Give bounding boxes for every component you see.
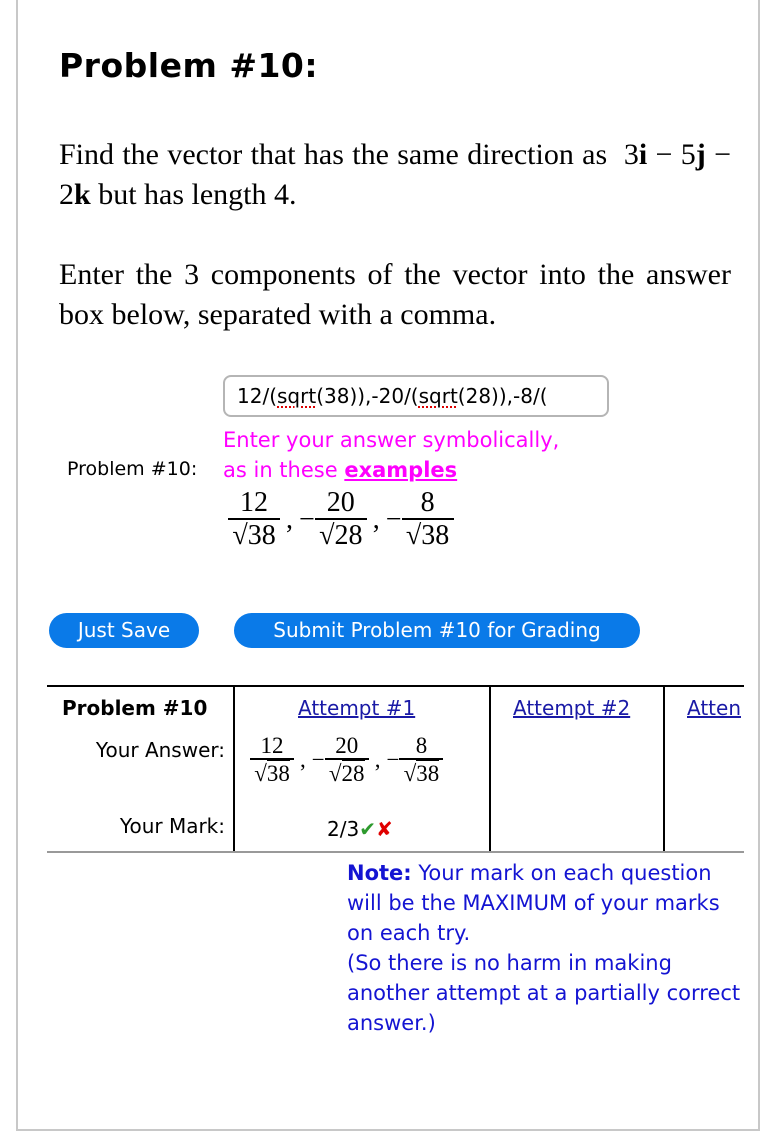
note-text: Your mark on each question will be the MAXIMUM of your marks on each try.: [347, 861, 720, 945]
hint-line-2: [223, 455, 559, 485]
note-paren: (So there is no harm in making another attempt at a partially correct answer.): [347, 951, 741, 1035]
radicand: 38: [416, 761, 440, 786]
mark-value: 2/3: [327, 817, 360, 841]
problem-instructions: Enter the 3 components of the vector into the answer box below, separated with a comma.: [59, 258, 731, 331]
denominator: √28: [319, 520, 363, 551]
hint-text: as in these: [223, 458, 338, 482]
attempt-2-link[interactable]: Attempt #2: [513, 696, 631, 720]
preview-fraction-3: [402, 488, 454, 552]
note-label: Note:: [347, 861, 412, 885]
attempt-3-link[interactable]: Atten: [687, 696, 741, 720]
hint-line-1: Enter your answer symbolically,: [223, 428, 560, 452]
denominator: √28: [328, 761, 365, 786]
attempt-1-link[interactable]: Attempt #1: [298, 696, 416, 720]
column-divider: [663, 687, 665, 851]
numerator: 12: [250, 733, 294, 760]
answer-text: (38)),-20/(: [316, 384, 419, 408]
statement-text: Find the vector that has the same direction as: [59, 138, 608, 171]
radicand: 28: [334, 520, 363, 551]
column-divider: [233, 687, 235, 851]
denominator: √38: [232, 520, 276, 551]
comma: ,: [372, 504, 380, 535]
unit-vector-i: i: [638, 138, 648, 171]
denominator: √38: [403, 761, 440, 786]
grading-note: [347, 858, 747, 1038]
radicand: 38: [421, 520, 450, 551]
spellcheck-word: sqrt: [418, 384, 458, 408]
comma: ,: [374, 747, 381, 772]
denominator: √38: [254, 761, 290, 786]
numerator: 8: [402, 488, 454, 520]
answer-text: 12/(: [237, 384, 277, 408]
answer-label: Problem #10:: [67, 458, 198, 480]
attempt-1-answer: [250, 733, 443, 787]
your-mark-label: Your Mark:: [119, 814, 225, 838]
problem-title: Problem #10:: [59, 46, 319, 85]
comma: ,: [286, 504, 293, 535]
denominator: √38: [405, 520, 450, 551]
answer-text: (28)),-8/(: [457, 384, 548, 408]
problem-statement: [59, 135, 731, 215]
minus-sign: −: [311, 747, 325, 772]
numerator: 20: [325, 733, 369, 760]
cross-icon: ✘: [375, 817, 393, 841]
check-icon: ✔: [359, 817, 376, 841]
minus-sign: −: [299, 504, 315, 535]
coefficient: 5: [680, 138, 696, 171]
examples-link[interactable]: examples: [344, 458, 458, 482]
numerator: 8: [399, 733, 443, 760]
unit-vector-j: j: [695, 138, 706, 171]
answer-fraction-2: [325, 733, 369, 787]
answer-input[interactable]: [223, 375, 609, 417]
preview-fraction-1: [228, 488, 280, 552]
answer-hint: [223, 425, 559, 485]
column-divider: [489, 687, 491, 851]
your-answer-label: Your Answer:: [95, 738, 225, 762]
answer-fraction-1: [250, 733, 294, 787]
submit-button[interactable]: Submit Problem #10 for Grading: [234, 613, 640, 648]
coefficient: 2: [59, 178, 74, 211]
numerator: 12: [228, 488, 280, 520]
coefficient: 3: [623, 138, 639, 171]
numerator: 20: [315, 488, 367, 520]
comma: ,: [300, 747, 306, 772]
minus-sign: −: [386, 747, 400, 772]
just-save-button[interactable]: Just Save: [49, 613, 199, 648]
radicand: 38: [266, 761, 290, 786]
minus-sign: −: [385, 504, 402, 535]
operator: −: [705, 138, 732, 171]
radicand: 28: [341, 761, 365, 786]
radicand: 38: [247, 520, 276, 551]
spellcheck-word: sqrt: [277, 384, 317, 408]
note-main: [347, 858, 747, 948]
attempt-1-mark: [327, 817, 393, 841]
statement-text: but has length 4.: [90, 178, 297, 211]
attempts-table: [47, 685, 744, 853]
answer-preview: [228, 488, 454, 552]
unit-vector-k: k: [74, 178, 91, 211]
answer-fraction-3: [399, 733, 443, 787]
preview-fraction-2: [315, 488, 367, 552]
table-header-problem: Problem #10: [62, 696, 208, 720]
operator: −: [647, 138, 681, 171]
